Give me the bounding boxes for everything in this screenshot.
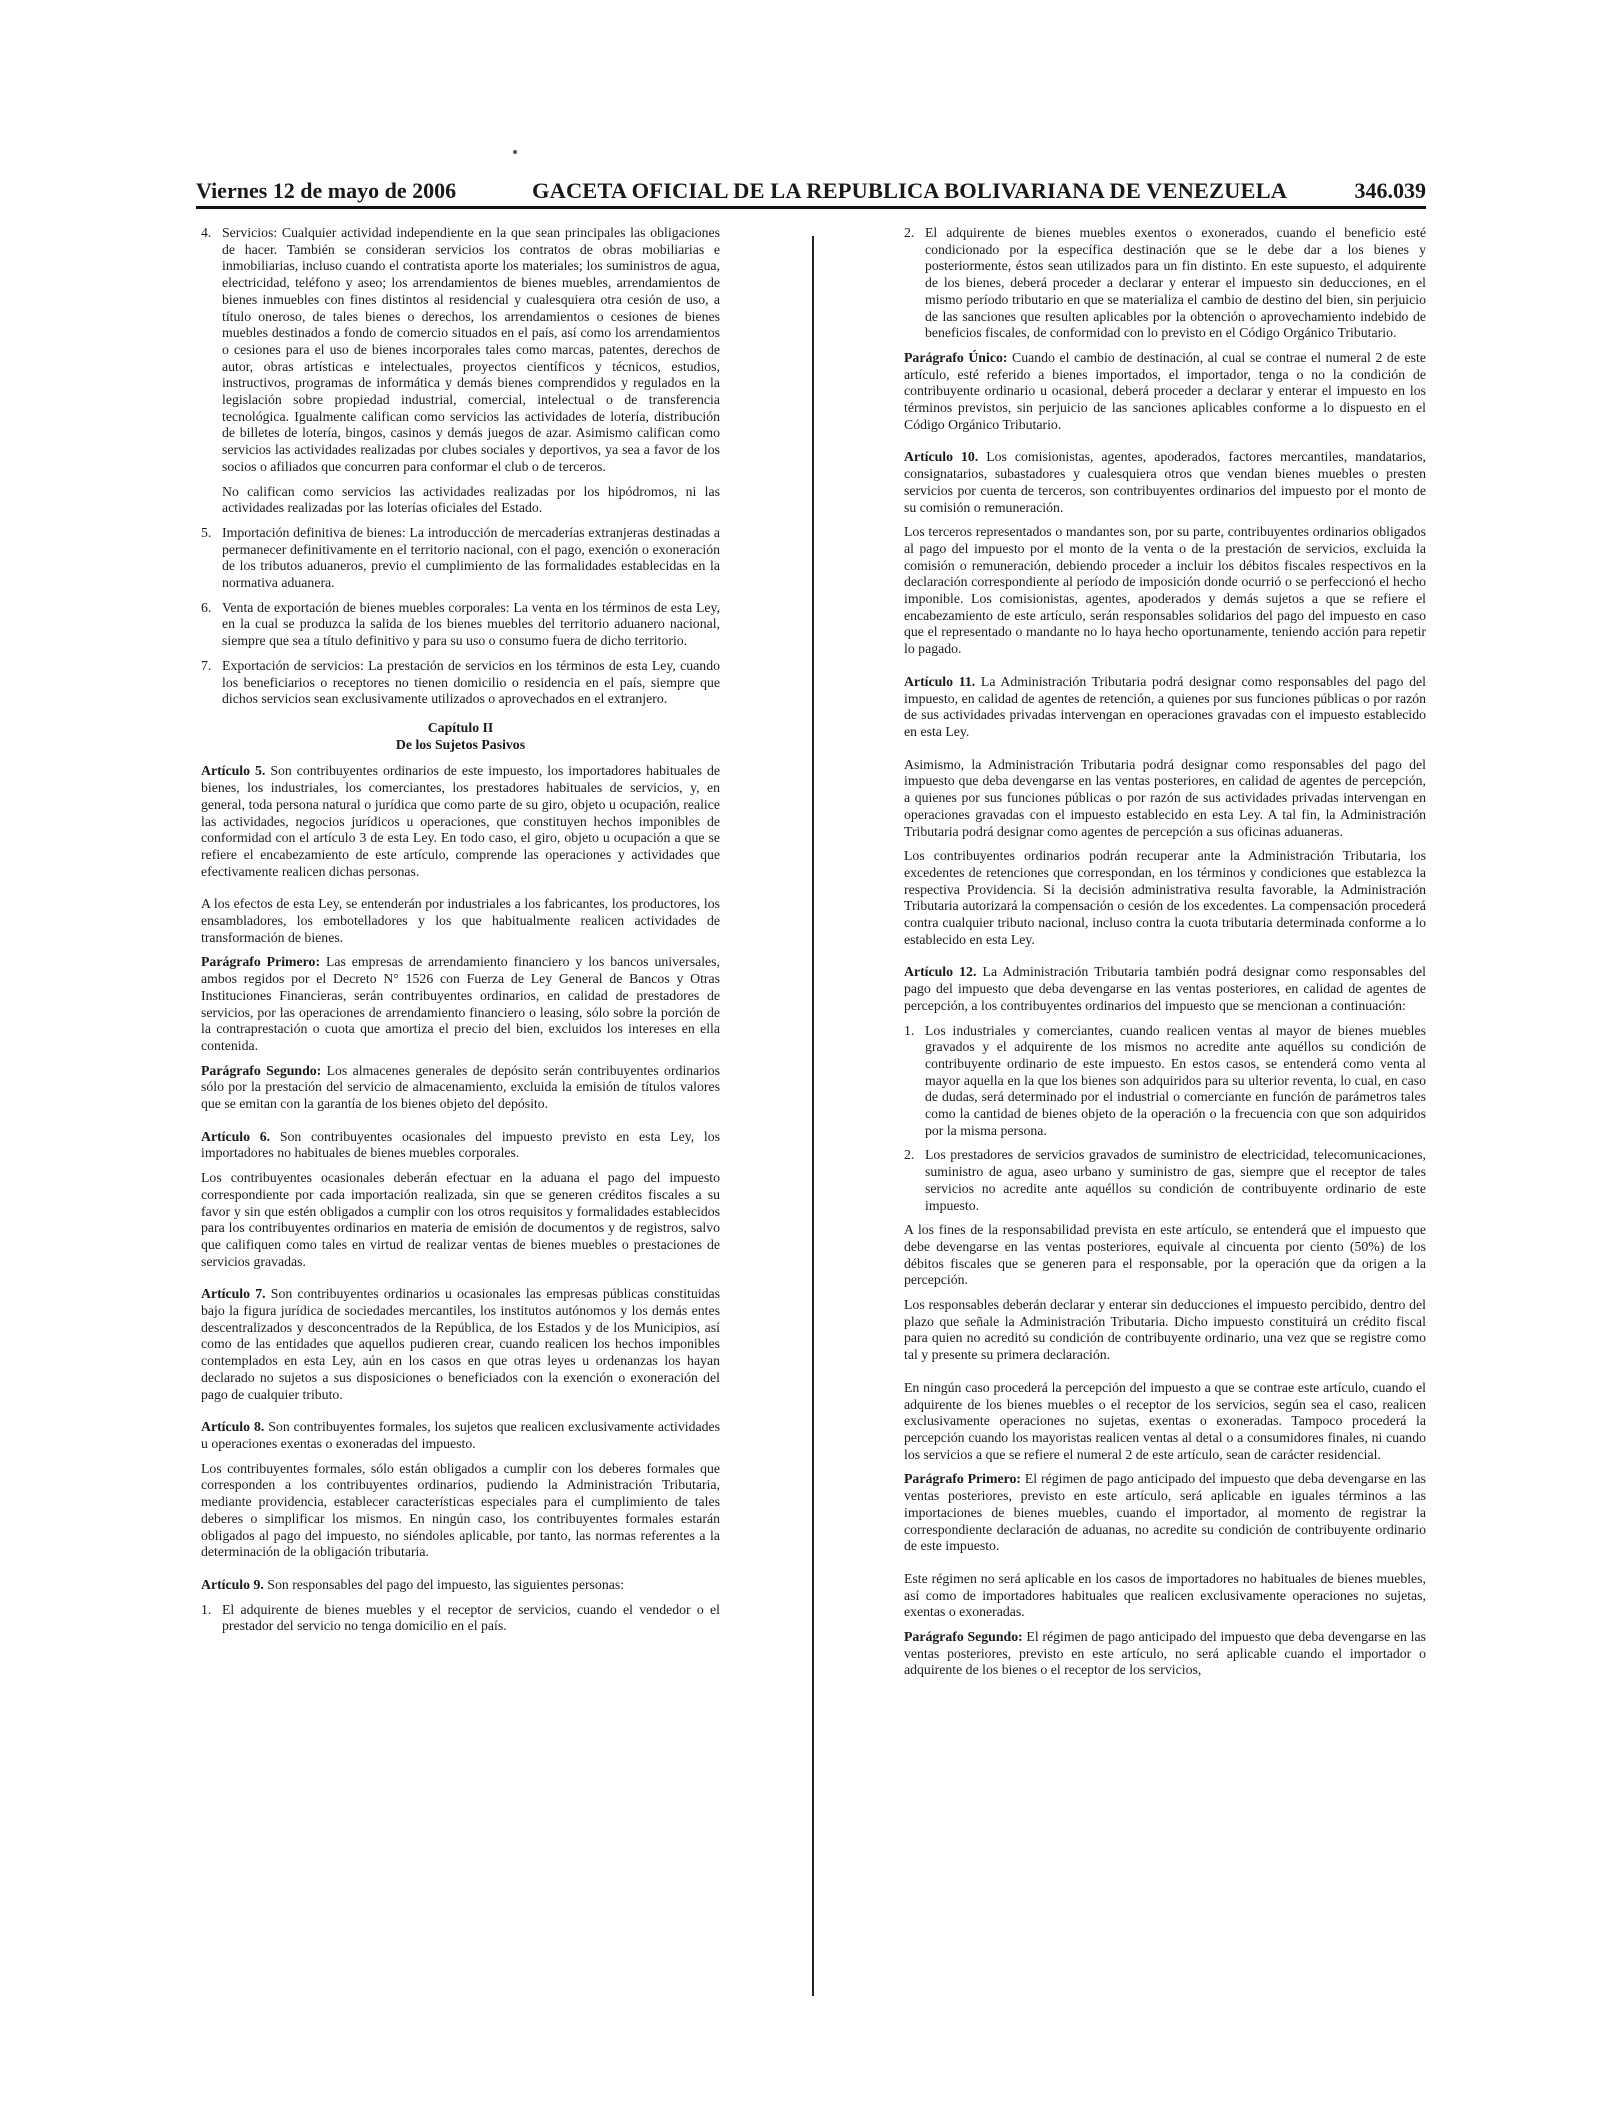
- item-text: Los prestadores de servicios gravados de suministro de electricidad, telecomunicaciones, suministro de agua, aseo urbano y suministro de gas, siempre que el receptor de tales servicios no acredite ante aquéllos su condición de contribuyente ordinario de este impuesto.: [925, 1147, 1426, 1213]
- article-5: [201, 763, 720, 880]
- paragrafo-text: Cuando el cambio de destinación, al cual se contrae el numeral 2 de este artículo, esté referido a bienes importados, el importador, tenga o no la condición de contribuyente ordinario u ocasional, deberá proceder a declarar y enterar el impuesto en los términos previstos, sin perjuicio de las sanciones aplicables conforme a lo dispuesto en el Código Orgánico Tributario.: [904, 349, 1426, 432]
- paragraph: Este régimen no será aplicable en los casos de importadores no habituales de bienes muebles, así como de importadores habituales que realicen exclusivamente operaciones no sujetas, exentas o exoneradas.: [904, 1570, 1426, 1620]
- list-item: [904, 1023, 1426, 1140]
- header-date: Viernes 12 de mayo de 2006: [196, 178, 457, 203]
- left-column: [201, 225, 720, 1643]
- article-text: La Administración Tributaria también podrá designar como responsables del pago del impuesto que deba devengarse en las ventas posteriores, en calidad de agentes de percepción, a los contribuyentes ordinarios del impuesto que se mencionan a continuación:: [904, 964, 1426, 1013]
- chapter-title: De los Sujetos Pasivos: [395, 736, 526, 752]
- article-label: Artículo 7.: [201, 1286, 266, 1302]
- paragraph: A los efectos de esta Ley, se entenderán por industriales a los fabricantes, los productores, los ensambladores, los embotelladores y los que habitualmente realicen actividades de transformación de bienes.: [201, 896, 720, 945]
- paragrafo-text: Las empresas de arrendamiento financiero y los bancos universales, ambos regidos por el Decreto N° 1526 con Fuerza de Ley General de Bancos y Otras Instituciones Financieras, serán contribuyentes ordinarios, en calidad de prestadores de servicios, por las operaciones de arrendamiento financiero o leasing, sólo sobre la porción de la contraprestación o cuota que amortiza el precio del bien, excluidos los intereses en ella contenida.: [201, 954, 720, 1053]
- list-item: [904, 1147, 1426, 1214]
- paragraph: A los fines de la responsabilidad prevista en este artículo, se entenderá que el impuesto que debe devengarse en las ventas posteriores, equivale al cincuenta por ciento (50%) de los débitos fiscales que se generen para el responsable, por la operación que da origen a la percepción.: [904, 1222, 1426, 1288]
- header-page-number: 346.039: [1354, 178, 1426, 203]
- item-number: 4.: [201, 225, 212, 240]
- item-text: El adquirente de bienes muebles exentos o exonerados, cuando el beneficio esté condicionado por la específica destinación que se le debe dar a los bienes y posteriormente, éstos sean utilizados para un fin distinto. En este supuesto, el adquirente de los bienes, deberá proceder a declarar y enterar el impuesto sin deducciones, en el mismo período tributario en que se materializa el cambio de destino del bien, sin perjuicio de las sanciones que resulten aplicables por la obtención o aprovechamiento indebido de beneficios fiscales, de conformidad con lo previsto en el Código Orgánico Tributario.: [925, 225, 1426, 341]
- paragraph: Los contribuyentes ordinarios podrán recuperar ante la Administración Tributaria, los excedentes de retenciones que correspondan, en los términos y condiciones que establezca la respectiva Providencia. Si la decisión administrativa resulta favorable, la Administración Tributaria autorizará la compensación o cesión de los excedentes. La compensación procederá contra cualquier tributo nacional, incluso contra la cuota tributaria determinada conforme a lo establecido en esta Ley.: [904, 848, 1426, 947]
- item-number: 2.: [904, 225, 915, 240]
- list-item: [201, 1602, 720, 1635]
- paragrafo-primero: [904, 1471, 1426, 1555]
- article-label: Artículo 5.: [201, 763, 266, 779]
- article-label: Artículo 8.: [201, 1419, 265, 1435]
- paragrafo-primero: [201, 954, 720, 1054]
- article-text: Son contribuyentes ordinarios u ocasionales las empresas públicas constituidas bajo la figura jurídica de sociedades mercantiles, los institutos autónomos y los demás entes descentralizados y desconcentrados de la República, de los Estados y de los Municipios, así como de las entidades que aquellos pudieren crear, cuando realicen los hechos imponibles contemplados en esta Ley, aún en los casos en que otras leyes u ordenanzas los hayan declarado no sujetos a sus disposiciones o beneficiados con la exención o exoneración del pago de cualquier tributo.: [201, 1286, 720, 1402]
- paragraph: En ningún caso procederá la percepción del impuesto a que se contrae este artículo, cuando el adquirente de los bienes muebles o el receptor de los servicios, según sea el caso, realicen exclusivamente operaciones no sujetas, exentas o exoneradas. Tampoco procederá la percepción cuando los mayoristas realicen ventas al detal o a consumidores finales, ni cuando los servicios a que se refiere el numeral 2 de este artículo, sean de carácter residencial.: [904, 1379, 1426, 1462]
- item-number: 2.: [904, 1147, 915, 1163]
- item-text: Servicios: Cualquier actividad independiente en la que sean principales las obligaciones de hacer. También se consideran servicios los contratos de obras mobiliarias e inmobiliarias, incluso cuando el contratista aporte los materiales; los suministros de agua, electricidad, teléfono y aseo; los arrendamientos de bienes muebles, arrendamientos de bienes inmuebles con fines distintos al residencial y cualesquiera otra cesión de uso, a título oneroso, de tales bienes o derechos, los arrendamientos o cesiones de bienes muebles destinados a fondo de comercio situados en el país, así como los arrendamientos o cesiones para el uso de bienes incorporales tales como marcas, patentes, derechos de autor, obras artísticas e intelectuales, proyectos científicos y técnicos, estudios, instructivos, programas de informática y demás bienes comprendidos y regulados en la legislación sobre propiedad industrial, comercial, intelectual o de transferencia tecnológica. Igualmente califican como servicios las actividades de lotería, distribución de billetes de lotería, bingos, casinos y demás juegos de azar. Asimismo califican como servicios las actividades realizadas por clubes sociales y deportivos, ya sea a favor de los socios o afiliados que concurren para conformar el club o de terceros.: [222, 225, 720, 474]
- article-label: Artículo 11.: [904, 673, 976, 689]
- item-text: Los industriales y comerciantes, cuando realicen ventas al mayor de bienes muebles gravados y el adquirente de los mismos no acredite ante aquéllos su condición de contribuyente ordinario de este impuesto. En estos casos, se entenderá como venta al mayor aquella en la que los bienes son adquiridos para su ulterior reventa, lo cual, en caso de dudas, será determinado por el industrial o comerciante en función de parámetros tales como la cantidad de bienes objeto de la operación o la frecuencia con que son adquiridos por la misma persona.: [925, 1022, 1426, 1138]
- item-number: 7.: [201, 657, 212, 673]
- article-8: [201, 1419, 720, 1452]
- article-text: Son responsables del pago del impuesto, las siguientes personas:: [263, 1576, 625, 1592]
- item-text: Venta de exportación de bienes muebles corporales: La venta en los términos de esta Ley, en la cual se produzca la salida de los bienes muebles del territorio aduanero nacional, siempre que sea a título definitivo y para su uso o consumo fuera de dicho territorio.: [222, 599, 720, 649]
- scan-speck: [513, 150, 517, 154]
- article-7: [201, 1286, 720, 1403]
- paragrafo-text: Los almacenes generales de depósito serán contribuyentes ordinarios sólo por la prestación del servicio de almacenamiento, excluida la emisión de títulos valores que se emitan con la garantía de los bienes objeto del depósito.: [201, 1062, 720, 1112]
- article-9: [201, 1577, 720, 1594]
- article-text: Son contribuyentes ocasionales del impuesto previsto en esta Ley, los importadores no habituales de bienes muebles corporales.: [201, 1128, 721, 1161]
- article-label: Artículo 6.: [201, 1128, 271, 1144]
- list-item: [201, 525, 720, 592]
- article-6: [201, 1129, 720, 1162]
- item-text: Importación definitiva de bienes: La introducción de mercaderías extranjeras destinadas a permanecer definitivamente en el territorio nacional, con el pago, exención o exoneración de los tributos aduaneros, previo el cumplimiento de las formalidades establecidas en la normativa aduanera.: [222, 524, 720, 591]
- item-text: Exportación de servicios: La prestación de servicios en los términos de esta Ley, cuando los beneficiarios o receptores no tienen domicilio o residencia en el país, siempre que dichos servicios sean exclusivamente utilizados o aprovechados en el extranjero.: [222, 657, 720, 707]
- paragraph: Los contribuyentes ocasionales deberán efectuar en la aduana el pago del impuesto correspondiente por cada importación realizada, sin que se generen créditos fiscales a su favor y sin que estén obligados a cumplir con los otros requisitos y formalidades establecidos para los contribuyentes ordinarios en materia de emisión de documentos y de registros, salvo que califiquen como tales en virtud de realizar ventas de bienes muebles o prestaciones de servicios gravadas.: [201, 1170, 720, 1269]
- paragrafo-text: El régimen de pago anticipado del impuesto que deba devengarse en las ventas posteriores, previsto en este artículo, será aplicable en iguales términos a las importaciones de bienes muebles, cuando el importador, al momento de registrar la correspondiente declaración de aduanas, no acredite su condición de contribuyente ordinario de este impuesto.: [904, 1471, 1426, 1554]
- article-11: [904, 674, 1426, 741]
- list-item: [904, 225, 1426, 342]
- header-title: GACETA OFICIAL DE LA REPUBLICA BOLIVARIANA DE VENEZUELA: [532, 178, 1288, 203]
- paragrafo-segundo: [904, 1629, 1426, 1679]
- paragrafo-label: Parágrafo Primero:: [904, 1471, 1021, 1487]
- item-number: 1.: [904, 1022, 915, 1038]
- article-label: Artículo 12.: [904, 964, 977, 980]
- item-text: El adquirente de bienes muebles y el receptor de servicios, cuando el vendedor o el prestador del servicio no tenga domicilio en el país.: [222, 1601, 720, 1634]
- chapter-heading: [201, 720, 720, 753]
- paragraph: Los responsables deberán declarar y enterar sin deducciones el impuesto percibido, dentro del plazo que señale la Administración Tributaria. Dicho impuesto constituirá un crédito fiscal para quien no acreditó su condición de contribuyente ordinario, una vez que se registre como tal y presente su primera declaración.: [904, 1297, 1426, 1363]
- list-item: [201, 225, 720, 476]
- chapter-label: Capítulo II: [427, 719, 494, 735]
- list-item: [201, 600, 720, 650]
- paragrafo-label: Parágrafo Primero:: [201, 954, 321, 970]
- paragrafo-segundo: [201, 1063, 720, 1113]
- item-number: 5.: [201, 524, 212, 540]
- paragrafo-label: Parágrafo Segundo:: [201, 1062, 322, 1078]
- page-header: [196, 176, 1426, 209]
- paragraph: Asimismo, la Administración Tributaria podrá designar como responsables del pago del impuesto que deba devengarse en las ventas posteriores, en calidad de agentes de percepción, a quienes por sus funciones públicas o por razón de sus actividades privadas intervengan en operaciones gravadas con el impuesto establecido en esta Ley. A tal fin, la Administración Tributaria podrá designar como agentes de percepción a sus oficinas aduaneras.: [904, 756, 1426, 839]
- article-text: Son contribuyentes ordinarios de este impuesto, los importadores habituales de bienes, los industriales, los comerciantes, los prestadores habituales de servicios, y, en general, toda persona natural o jurídica que como parte de su giro, objeto u ocupación, realice las actividades, negocios jurídicos u operaciones, que constituyen hechos imponibles de conformidad con el artículo 3 de esta Ley. En todo caso, el giro, objeto u ocupación a que se refiere el encabezamiento de este artículo, comprende las operaciones y actividades que efectivamente realicen dichas personas.: [201, 763, 720, 879]
- article-text: Los comisionistas, agentes, apoderados, factores mercantiles, mandatarios, consignatarios, subastadores y cualesquiera otros que vendan bienes muebles o presten servicios por cuenta de terceros, son contribuyentes ordinarios del impuesto por el monto de su comisión o remuneración.: [904, 449, 1426, 515]
- article-text: Son contribuyentes formales, los sujetos que realicen exclusivamente actividades u operaciones exentas o exoneradas del impuesto.: [201, 1419, 720, 1451]
- article-10: [904, 449, 1426, 516]
- item-number: 1.: [201, 1601, 212, 1617]
- item-number: 6.: [201, 599, 212, 615]
- paragrafo-label: Parágrafo Segundo:: [904, 1629, 1023, 1645]
- article-label: Artículo 10.: [904, 449, 979, 465]
- paragrafo-unico: [904, 350, 1426, 434]
- list-item: [201, 658, 720, 708]
- article-label: Artículo 9.: [201, 1576, 264, 1592]
- article-text: La Administración Tributaria podrá designar como responsables del pago del impuesto, en calidad de agentes de retención, a quienes por sus funciones públicas o por razón de sus actividades privadas intervengan en operaciones gravadas con el impuesto establecido en esta Ley.: [904, 673, 1426, 739]
- paragraph: Los contribuyentes formales, sólo están obligados a cumplir con los deberes formales que corresponden a los contribuyentes ordinarios, pudiendo la Administración Tributaria, mediante providencia, establecer características especiales para el cumplimiento de tales deberes o simplificar los mismos. En ningún caso, los contribuyentes formales estarán obligados al pago del impuesto, no siéndoles aplicable, por tanto, las normas referentes a la determinación de la obligación tributaria.: [201, 1460, 720, 1560]
- article-12: [904, 964, 1426, 1014]
- paragrafo-label: Parágrafo Único:: [904, 349, 1008, 365]
- column-divider: [812, 236, 814, 1996]
- paragrafo-text: El régimen de pago anticipado del impuesto que deba devengarse en las ventas posteriores, previsto en este artículo, no será aplicable cuando el importador o adquirente de los bienes o el receptor de los servicios,: [904, 1629, 1427, 1678]
- right-column: [904, 225, 1426, 1687]
- paragraph: Los terceros representados o mandantes son, por su parte, contribuyentes ordinarios obligados al pago del impuesto por el monto de la venta o de la prestación de servicios, excluida la comisión o remuneración, debiendo proceder a incluir los débitos fiscales respectivos en la declaración correspondiente al período de imposición donde ocurrió o se perfeccionó el hecho imponible. Los comisionistas, agentes, apoderados y demás sujetos a que se refiere el encabezamiento de este artículo, serán responsables solidarios del pago del impuesto en caso que el representado o mandante no lo haya hecho oportunamente, teniendo acción para repetir lo pagado.: [904, 524, 1426, 657]
- item-continuation: No califican como servicios las actividades realizadas por los hipódromos, ni las actividades realizadas por las loterías oficiales del Estado.: [222, 483, 720, 516]
